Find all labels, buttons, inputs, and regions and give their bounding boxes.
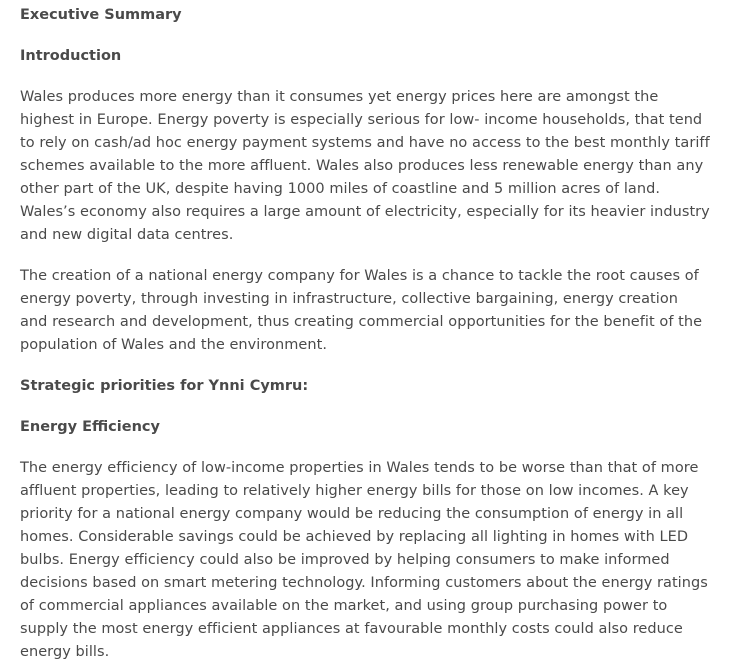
intro-paragraph-1: Wales produces more energy than it consumes yet energy prices here are amongst the highest in Europe. Energy poverty is especially serious for low- income households, that tend to rely on cash/ad hoc energy payment systems and have no access to the best monthly tariff schemes available to the more affluent. Wales also produces less renewable energy than any other part of the UK, despite having 1000 miles of coastline and 5 million acres of land. Wales’s economy also requires a large amount of electricity, especially for its heavier industry and new digital data centres. [20, 89, 710, 243]
executive-summary-heading: Executive Summary [20, 7, 182, 23]
spacer [20, 357, 710, 375]
introduction-heading: Introduction [20, 48, 122, 64]
spacer [20, 27, 710, 45]
strategic-priorities-heading: Strategic priorities for Ynni Cymru: [20, 378, 309, 394]
spacer [20, 398, 710, 416]
energy-efficiency-heading: Energy Efficiency [20, 419, 160, 435]
spacer [20, 247, 710, 265]
spacer [20, 68, 710, 86]
spacer [20, 439, 710, 457]
energy-efficiency-paragraph: The energy efficiency of low-income properties in Wales tends to be worse than that of more affluent properties, leading to relatively higher energy bills for those on low incomes. A key priority for a national energy company would be reducing the consumption of energy in all homes. Considerable savings could be achieved by replacing all lighting in homes with LED bulbs. Energy efficiency could also be improved by helping consumers to make informed decisions based on smart metering technology. Informing customers about the energy ratings of commercial appliances available on the market, and using group purchasing power to supply the most energy efficient appliances at favourable monthly costs could also reduce energy bills. [20, 460, 708, 660]
intro-paragraph-2: The creation of a national energy company for Wales is a chance to tackle the root causes of energy poverty, through investing in infrastructure, collective bargaining, energy creation and research and development, thus creating commercial opportunities for the benefit of the population of Wales and the environment. [20, 268, 703, 353]
